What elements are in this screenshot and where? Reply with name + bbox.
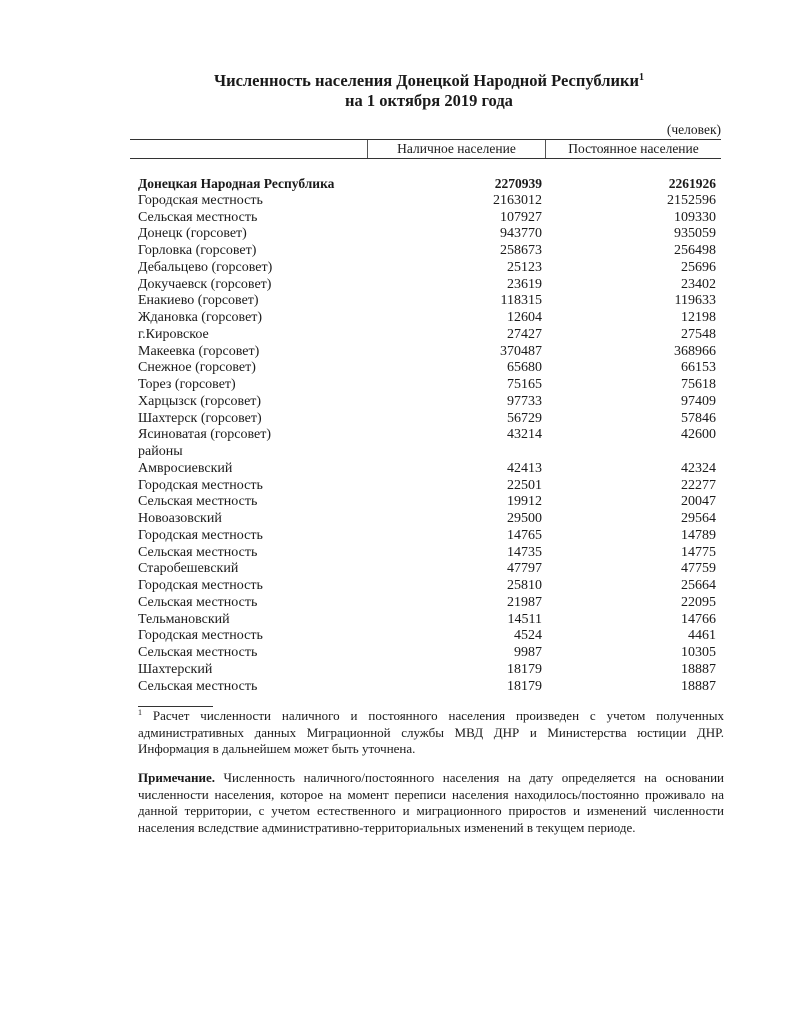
- row-name: Енакиево (горсовет): [138, 293, 259, 309]
- header-permanent-population: Постоянное население: [568, 141, 699, 156]
- row-permanent-value: 42324: [681, 460, 716, 476]
- row-name: Сельская местность: [138, 645, 258, 660]
- note-label: Примечание.: [138, 770, 215, 785]
- row-permanent-value: 22095: [681, 594, 716, 610]
- row-permanent-value: 368966: [674, 343, 716, 359]
- row-name: Городская местность: [138, 628, 263, 644]
- table-row: [130, 226, 721, 243]
- row-present-value: 4524: [514, 628, 542, 644]
- row-permanent-value: 66153: [681, 360, 716, 376]
- table-row: [130, 394, 721, 411]
- row-present-value: 43214: [507, 427, 542, 443]
- row-present-value: 56729: [507, 410, 542, 426]
- row-permanent-value: 119633: [674, 293, 716, 309]
- row-permanent-value: 20047: [681, 494, 716, 510]
- row-permanent-value: 57846: [681, 410, 716, 426]
- table-row: [130, 293, 721, 310]
- row-name: Шахтерский: [138, 661, 213, 677]
- row-permanent-value: 2261926: [668, 176, 716, 191]
- table-row: [130, 193, 721, 210]
- table-row: [130, 427, 721, 444]
- table-row: [130, 277, 721, 294]
- table-row: [130, 679, 721, 696]
- row-permanent-value: 47759: [681, 561, 716, 577]
- row-present-value: 25123: [507, 259, 542, 275]
- row-name: Городская местность: [138, 527, 263, 543]
- row-permanent-value: 12198: [681, 310, 716, 325]
- table-row: [130, 176, 721, 193]
- title-line-1: Численность населения Донецкой Народной Республики$^1$: [213, 71, 645, 90]
- row-name: Шахтерск (горсовет): [138, 410, 262, 426]
- row-permanent-value: 25696: [681, 259, 716, 275]
- row-permanent-value: 97409: [681, 393, 716, 409]
- table-row: [130, 377, 721, 394]
- row-permanent-value: 935059: [674, 226, 716, 242]
- row-present-value: 22501: [507, 477, 542, 493]
- footnote-divider: [138, 706, 213, 707]
- table-row: [130, 344, 721, 361]
- table-row: [130, 360, 721, 377]
- row-name: Городская местность: [138, 192, 263, 208]
- row-present-value: 27427: [507, 326, 542, 342]
- row-present-value: 258673: [500, 243, 542, 258]
- table-row: [130, 494, 721, 511]
- row-present-value: 97733: [507, 393, 542, 409]
- table-row: [130, 478, 721, 495]
- row-present-value: 12604: [507, 310, 542, 325]
- row-present-value: 107927: [500, 209, 542, 225]
- table-row: [130, 310, 721, 327]
- table-row: [130, 612, 721, 629]
- row-permanent-value: 27548: [681, 326, 716, 342]
- row-name: Донецкая Народная Республика: [138, 176, 335, 191]
- row-present-value: 65680: [507, 360, 542, 376]
- table-row: [130, 595, 721, 612]
- note: [138, 770, 724, 836]
- table-row: [130, 444, 721, 461]
- row-permanent-value: 42600: [681, 427, 716, 443]
- row-present-value: 2270939: [494, 176, 542, 191]
- row-permanent-value: 14775: [681, 544, 716, 560]
- row-name: Торез (горсовет): [138, 377, 236, 392]
- row-permanent-value: 109330: [674, 209, 716, 225]
- row-permanent-value: 18887: [681, 661, 716, 677]
- row-name: Сельская местность: [138, 544, 258, 560]
- footnote-text: Расчет численности наличного и постоянного населения произведен с учетом полученных административных данных Миграционной службы МВД ДНР и Министерства юстиции ДНР. Информация в дальнейшем может быть уточнена.: [138, 708, 725, 756]
- table-row: [130, 210, 721, 227]
- row-permanent-value: 4461: [688, 628, 716, 644]
- table-row: [130, 645, 721, 662]
- header-blank: [130, 140, 368, 158]
- row-permanent-value: 10305: [681, 645, 716, 660]
- row-present-value: 19912: [507, 494, 542, 510]
- unit-label: (человек): [666, 122, 721, 137]
- population-table: [130, 139, 721, 695]
- row-present-value: 943770: [500, 226, 542, 242]
- row-present-value: 29500: [507, 511, 542, 526]
- table-row: [130, 260, 721, 277]
- row-present-value: 14735: [507, 544, 542, 560]
- table-row: [130, 561, 721, 578]
- row-name: Ждановка (горсовет): [138, 310, 263, 325]
- row-permanent-value: 25664: [681, 578, 716, 593]
- row-present-value: 14511: [507, 611, 542, 627]
- table-body: [130, 176, 721, 695]
- row-name: Докучаевск (горсовет): [138, 276, 272, 292]
- row-name: Сельская местность: [138, 494, 258, 510]
- row-name: Тельмановский: [138, 611, 230, 627]
- row-permanent-value: 14766: [681, 611, 716, 627]
- table-row: [130, 578, 721, 595]
- row-permanent-value: 22277: [681, 477, 716, 493]
- header-present-population: Наличное население: [368, 140, 546, 158]
- row-name: Городская местность: [138, 477, 263, 493]
- row-present-value: 370487: [500, 343, 542, 359]
- row-name: Старобешевский: [138, 561, 239, 577]
- row-present-value: 42413: [507, 460, 542, 476]
- row-name: г.Кировское: [138, 326, 209, 342]
- table-row: [130, 327, 721, 344]
- row-permanent-value: 23402: [681, 276, 716, 292]
- row-present-value: 2163012: [493, 192, 542, 208]
- row-name: Новоазовский: [138, 511, 222, 526]
- row-present-value: 25810: [507, 578, 542, 593]
- row-name: районы: [138, 444, 183, 459]
- table-row: [130, 528, 721, 545]
- row-name: Дебальцево (горсовет): [138, 259, 273, 275]
- row-permanent-value: 2152596: [667, 192, 716, 208]
- row-name: Горловка (горсовет): [138, 243, 257, 258]
- footnote-mark: 1: [138, 708, 142, 717]
- note-text: Численность наличного/постоянного населения на дату определяется на основании численности населения, которое на момент переписи населения находилось/постоянно проживало на данной территории, с учетом естественного и миграционного приростов и изменений численности населения вследствие административно-территориальных изменений в текущем периоде.: [138, 770, 724, 835]
- row-permanent-value: 29564: [681, 511, 716, 526]
- row-permanent-value: 256498: [674, 243, 716, 258]
- row-present-value: 75165: [507, 377, 542, 392]
- table-row: [130, 411, 721, 428]
- table-row: [130, 511, 721, 528]
- table-row: [130, 545, 721, 562]
- row-present-value: 18179: [507, 661, 542, 677]
- table-row: [130, 662, 721, 679]
- row-present-value: [375, 444, 552, 461]
- row-permanent-value: 18887: [681, 678, 716, 694]
- row-present-value: 23619: [507, 276, 542, 292]
- row-permanent-value: 14789: [681, 527, 716, 543]
- row-permanent-value: 75618: [681, 377, 716, 392]
- footnote: [138, 708, 724, 758]
- table-header: [130, 139, 721, 159]
- row-name: Амвросиевский: [138, 460, 233, 476]
- row-name: Сельская местность: [138, 678, 258, 694]
- row-present-value: 9987: [514, 645, 542, 660]
- row-name: Макеевка (горсовет): [138, 343, 260, 359]
- table-row: [130, 628, 721, 645]
- title-line-2: на 1 октября 2019 года: [345, 91, 513, 110]
- row-present-value: 14765: [507, 527, 542, 543]
- row-present-value: 47797: [507, 561, 542, 577]
- row-name: Городская местность: [138, 578, 263, 593]
- table-row: [130, 461, 721, 478]
- row-permanent-value: [552, 444, 721, 461]
- row-present-value: 118315: [500, 293, 542, 309]
- row-name: Сельская местность: [138, 209, 258, 225]
- table-row: [130, 243, 721, 260]
- row-name: Ясиноватая (горсовет): [138, 427, 272, 443]
- row-name: Харцызск (горсовет): [138, 393, 262, 409]
- title-footnote-mark: 1: [639, 72, 645, 83]
- row-name: Снежное (горсовет): [138, 360, 256, 376]
- row-name: Донецк (горсовет): [138, 226, 247, 242]
- row-present-value: 21987: [507, 594, 542, 610]
- row-present-value: 18179: [507, 678, 542, 694]
- document-title: [130, 71, 728, 111]
- row-name: Сельская местность: [138, 594, 258, 610]
